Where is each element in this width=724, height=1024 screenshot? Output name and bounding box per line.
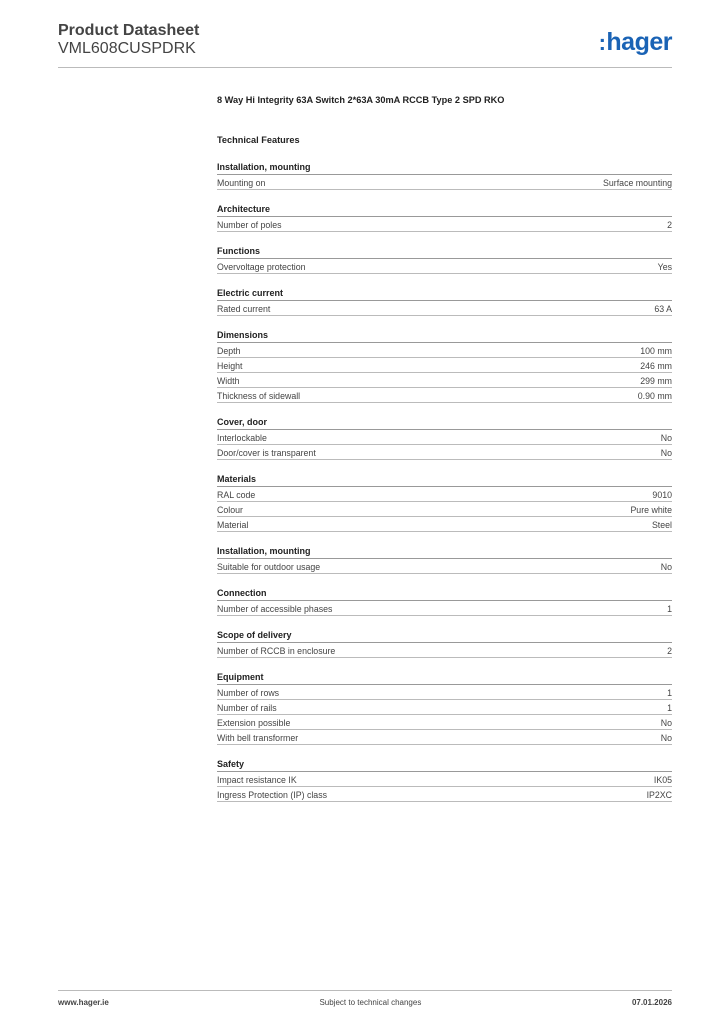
feature-label: Rated current	[217, 303, 271, 314]
feature-row	[217, 517, 672, 532]
footer-date: 07.01.2026	[631, 998, 672, 1007]
feature-row	[217, 430, 672, 445]
feature-row	[217, 487, 672, 502]
feature-section	[217, 473, 672, 532]
feature-section	[217, 671, 672, 745]
feature-row	[217, 301, 672, 316]
feature-section	[217, 161, 672, 190]
feature-row	[217, 373, 672, 388]
feature-label: Material	[217, 519, 249, 530]
feature-label: Number of accessible phases	[217, 603, 333, 614]
section-title: Electric current	[217, 287, 672, 301]
feature-section	[217, 758, 672, 802]
feature-label: Number of poles	[217, 219, 282, 230]
feature-label: Colour	[217, 504, 243, 515]
feature-row	[217, 358, 672, 373]
document-header	[58, 22, 199, 58]
feature-value: 9010	[652, 489, 672, 500]
section-title: Architecture	[217, 203, 672, 217]
feature-label: Thickness of sidewall	[217, 390, 301, 401]
feature-row	[217, 772, 672, 787]
footer-note: Subject to technical changes	[319, 998, 422, 1007]
logo-prefix: :	[598, 30, 606, 55]
feature-row	[217, 685, 672, 700]
feature-value: 1	[667, 603, 672, 614]
feature-section	[217, 287, 672, 316]
logo-text: hager	[606, 28, 672, 56]
product-code: VML608CUSPDRK	[58, 40, 196, 57]
feature-label: Height	[217, 360, 243, 371]
feature-section	[217, 416, 672, 460]
feature-row	[217, 715, 672, 730]
feature-value: No	[660, 432, 672, 443]
section-title: Functions	[217, 245, 672, 259]
feature-row	[217, 445, 672, 460]
feature-section	[217, 329, 672, 403]
feature-value: No	[660, 561, 672, 572]
document-footer	[58, 998, 672, 1007]
feature-value: 1	[667, 687, 672, 698]
feature-label: RAL code	[217, 489, 256, 500]
feature-value: 2	[667, 219, 672, 230]
feature-label: Suitable for outdoor usage	[217, 561, 321, 572]
document-title: Product Datasheet	[58, 22, 200, 39]
feature-label: Impact resistance IK	[217, 774, 297, 785]
footer-divider	[58, 990, 672, 991]
feature-section	[217, 587, 672, 616]
feature-value: IK05	[653, 774, 672, 785]
feature-section	[217, 629, 672, 658]
feature-label: Extension possible	[217, 717, 291, 728]
feature-value: 1	[667, 702, 672, 713]
feature-section	[217, 245, 672, 274]
section-title: Scope of delivery	[217, 629, 672, 643]
feature-row	[217, 259, 672, 274]
technical-features-heading: Technical Features	[217, 135, 300, 145]
feature-row	[217, 559, 672, 574]
feature-sections	[217, 161, 672, 802]
feature-row	[217, 787, 672, 802]
section-title: Cover, door	[217, 416, 672, 430]
feature-label: Interlockable	[217, 432, 267, 443]
feature-row	[217, 700, 672, 715]
feature-label: Mounting on	[217, 177, 266, 188]
feature-label: Door/cover is transparent	[217, 447, 316, 458]
section-title: Safety	[217, 758, 672, 772]
feature-label: Number of rows	[217, 687, 280, 698]
feature-row	[217, 730, 672, 745]
feature-value: 2	[667, 645, 672, 656]
feature-row	[217, 217, 672, 232]
feature-value: 63 A	[654, 303, 672, 314]
feature-value: 0.90 mm	[637, 390, 672, 401]
feature-value: 246 mm	[640, 360, 672, 371]
feature-value: IP2XC	[646, 789, 672, 800]
footer-website: www.hager.ie	[58, 998, 109, 1007]
feature-row	[217, 601, 672, 616]
feature-value: Yes	[657, 261, 672, 272]
hager-logo	[599, 28, 672, 57]
feature-label: With bell transformer	[217, 732, 299, 743]
feature-section	[217, 545, 672, 574]
feature-value: Pure white	[630, 504, 672, 515]
feature-label: Number of rails	[217, 702, 277, 713]
header-divider	[58, 67, 672, 68]
section-title: Dimensions	[217, 329, 672, 343]
feature-value: 299 mm	[640, 375, 672, 386]
feature-value: No	[660, 717, 672, 728]
feature-value: No	[660, 447, 672, 458]
feature-value: 100 mm	[640, 345, 672, 356]
product-title: 8 Way Hi Integrity 63A Switch 2*63A 30mA RCCB Type 2 SPD RKO	[217, 95, 505, 105]
feature-row	[217, 388, 672, 403]
feature-value: No	[660, 732, 672, 743]
section-title: Equipment	[217, 671, 672, 685]
feature-value: Steel	[651, 519, 672, 530]
feature-label: Depth	[217, 345, 241, 356]
section-title: Installation, mounting	[217, 545, 672, 559]
feature-row	[217, 643, 672, 658]
feature-label: Width	[217, 375, 240, 386]
section-title: Materials	[217, 473, 672, 487]
section-title: Installation, mounting	[217, 161, 672, 175]
feature-row	[217, 502, 672, 517]
feature-value: Surface mounting	[603, 177, 672, 188]
feature-label: Ingress Protection (IP) class	[217, 789, 327, 800]
feature-label: Number of RCCB in enclosure	[217, 645, 336, 656]
feature-label: Overvoltage protection	[217, 261, 306, 272]
feature-section	[217, 203, 672, 232]
section-title: Connection	[217, 587, 672, 601]
feature-row	[217, 175, 672, 190]
feature-row	[217, 343, 672, 358]
datasheet-content	[217, 94, 672, 815]
